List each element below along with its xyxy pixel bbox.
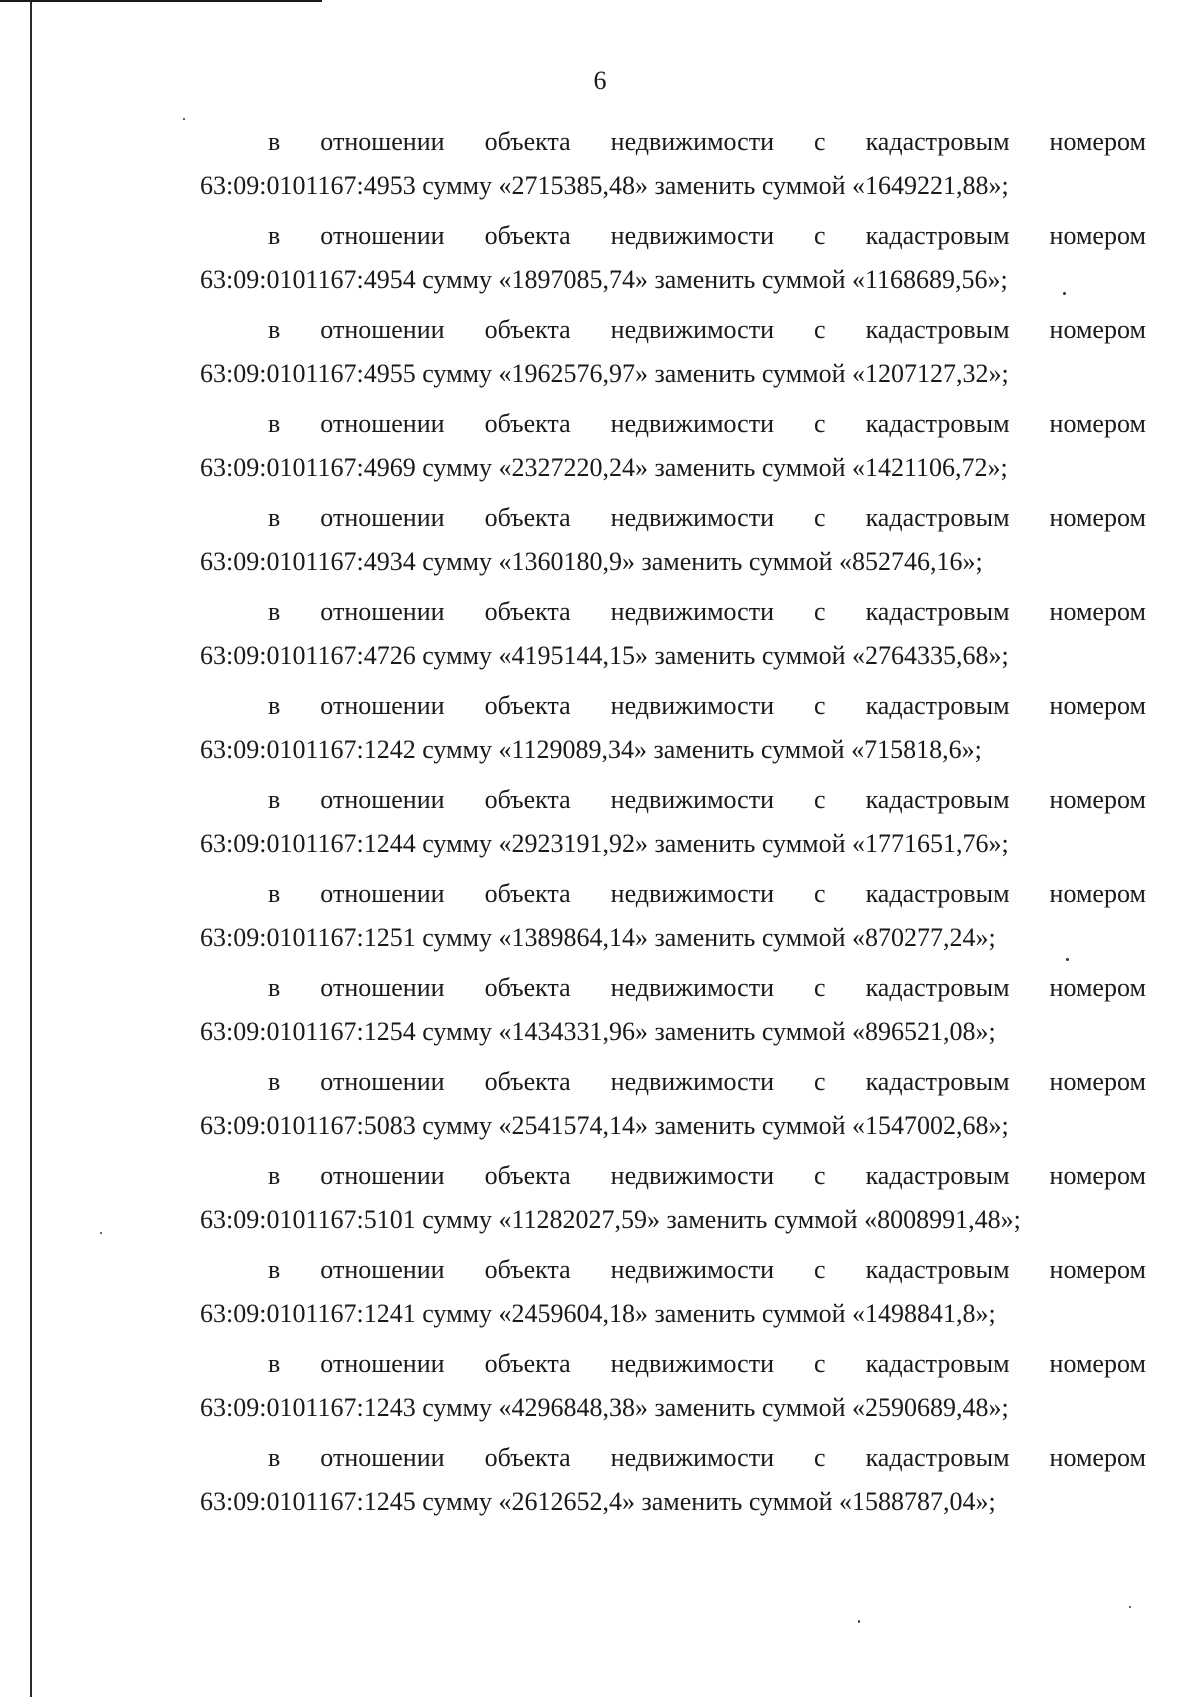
intro-word: объекта	[484, 1161, 571, 1190]
new-sum: «1771651,76»;	[852, 829, 1009, 858]
intro-word: с	[814, 1349, 826, 1378]
intro-word: в	[268, 1255, 281, 1284]
intro-word: отношении	[320, 1349, 445, 1378]
intro-word: недвижимости	[610, 315, 774, 344]
old-sum: «2541574,14»	[498, 1111, 648, 1140]
old-sum: «4195144,15»	[498, 641, 648, 670]
new-sum: «896521,08»;	[852, 1017, 996, 1046]
entry-detail-line	[200, 822, 1146, 872]
intro-word: объекта	[484, 973, 571, 1002]
entry-paragraph	[200, 684, 1146, 778]
entry-intro-line	[200, 1248, 1146, 1292]
new-sum: «1421106,72»;	[852, 453, 1008, 482]
sum-word: сумму	[422, 1487, 492, 1516]
intro-word: с	[814, 127, 826, 156]
sum-word: сумму	[422, 1299, 492, 1328]
entry-detail-line	[200, 1480, 1146, 1530]
intro-word: номером	[1049, 315, 1146, 344]
intro-word: недвижимости	[610, 1349, 774, 1378]
new-sum: «1588787,04»;	[839, 1487, 996, 1516]
intro-word: недвижимости	[610, 221, 774, 250]
entry-detail-line	[200, 1198, 1146, 1248]
intro-word: с	[814, 503, 826, 532]
old-sum: «2612652,4»	[498, 1487, 635, 1516]
intro-word: объекта	[484, 597, 571, 626]
intro-word: недвижимости	[610, 127, 774, 156]
replace-words: заменить суммой	[654, 641, 846, 670]
sum-word: сумму	[422, 735, 492, 764]
sum-word: сумму	[422, 1111, 492, 1140]
intro-word: отношении	[320, 1255, 445, 1284]
intro-word: отношении	[320, 1443, 445, 1472]
intro-word: в	[268, 1067, 281, 1096]
old-sum: «1360180,9»	[498, 547, 635, 576]
old-sum: «2327220,24»	[498, 453, 648, 482]
intro-word: кадастровым	[865, 1255, 1010, 1284]
intro-word: отношении	[320, 409, 445, 438]
intro-word: номером	[1049, 785, 1146, 814]
replace-words: заменить суммой	[654, 359, 846, 388]
cadastral-number: 63:09:0101167:1242	[200, 735, 416, 764]
page-number: 6	[593, 66, 607, 95]
intro-word: недвижимости	[610, 597, 774, 626]
new-sum: «1498841,8»;	[852, 1299, 996, 1328]
new-sum: «1207127,32»;	[852, 359, 1009, 388]
new-sum: «852746,16»;	[839, 547, 983, 576]
intro-word: объекта	[484, 1349, 571, 1378]
replace-words: заменить суммой	[641, 1487, 833, 1516]
sum-word: сумму	[422, 453, 492, 482]
intro-word: номером	[1049, 597, 1146, 626]
entry-intro-line	[200, 1060, 1146, 1104]
entry-paragraph	[200, 1154, 1146, 1248]
replace-words: заменить суммой	[654, 829, 846, 858]
sum-word: сумму	[422, 1017, 492, 1046]
new-sum: «2764335,68»;	[852, 641, 1009, 670]
old-sum: «2459604,18»	[498, 1299, 648, 1328]
cadastral-number: 63:09:0101167:4726	[200, 641, 416, 670]
intro-word: отношении	[320, 879, 445, 908]
sum-word: сумму	[422, 359, 492, 388]
intro-word: отношении	[320, 973, 445, 1002]
intro-word: номером	[1049, 691, 1146, 720]
replace-words: заменить суммой	[654, 265, 846, 294]
intro-word: в	[268, 879, 281, 908]
intro-word: с	[814, 1255, 826, 1284]
intro-word: кадастровым	[865, 785, 1010, 814]
new-sum: «1649221,88»;	[852, 171, 1009, 200]
entry-detail-line	[200, 1104, 1146, 1154]
sum-word: сумму	[422, 1205, 492, 1234]
intro-word: недвижимости	[610, 691, 774, 720]
intro-word: в	[268, 1161, 281, 1190]
old-sum: «2923191,92»	[498, 829, 648, 858]
intro-word: номером	[1049, 127, 1146, 156]
intro-word: отношении	[320, 315, 445, 344]
intro-word: номером	[1049, 879, 1146, 908]
sum-word: сумму	[422, 171, 492, 200]
intro-word: в	[268, 973, 281, 1002]
intro-word: кадастровым	[865, 691, 1010, 720]
new-sum: «1168689,56»;	[852, 265, 1008, 294]
intro-word: с	[814, 1067, 826, 1096]
intro-word: кадастровым	[865, 1349, 1010, 1378]
intro-word: отношении	[320, 221, 445, 250]
entry-detail-line	[200, 540, 1146, 590]
scan-speck	[1063, 292, 1066, 295]
old-sum: «4296848,38»	[498, 1393, 648, 1422]
replace-words: заменить суммой	[654, 923, 846, 952]
entry-paragraph	[200, 214, 1146, 308]
replace-words: заменить суммой	[654, 1299, 846, 1328]
intro-word: в	[268, 127, 281, 156]
intro-word: объекта	[484, 315, 571, 344]
intro-word: кадастровым	[865, 879, 1010, 908]
entry-detail-line	[200, 446, 1146, 496]
old-sum: «1129089,34»	[498, 735, 648, 764]
entry-intro-line	[200, 778, 1146, 822]
entry-paragraph	[200, 590, 1146, 684]
replace-words: заменить суммой	[654, 1017, 846, 1046]
entry-intro-line	[200, 1342, 1146, 1386]
scan-speck	[858, 1620, 860, 1623]
entry-paragraph	[200, 1248, 1146, 1342]
entry-intro-line	[200, 214, 1146, 258]
replace-words: заменить суммой	[666, 1205, 858, 1234]
entry-intro-line	[200, 872, 1146, 916]
intro-word: номером	[1049, 973, 1146, 1002]
sum-word: сумму	[422, 923, 492, 952]
entry-intro-line	[200, 966, 1146, 1010]
new-sum: «8008991,48»;	[864, 1205, 1021, 1234]
entry-paragraph	[200, 966, 1146, 1060]
entry-intro-line	[200, 1154, 1146, 1198]
entry-intro-line	[200, 590, 1146, 634]
old-sum: «1962576,97»	[498, 359, 648, 388]
intro-word: недвижимости	[610, 1161, 774, 1190]
intro-word: в	[268, 409, 281, 438]
replace-words: заменить суммой	[653, 735, 845, 764]
entry-paragraph	[200, 120, 1146, 214]
scan-speck	[1129, 1606, 1131, 1608]
entry-detail-line	[200, 352, 1146, 402]
intro-word: объекта	[484, 1067, 571, 1096]
intro-word: объекта	[484, 879, 571, 908]
intro-word: с	[814, 597, 826, 626]
cadastral-number: 63:09:0101167:1241	[200, 1299, 416, 1328]
replace-words: заменить суммой	[654, 1111, 846, 1140]
scan-speck	[1066, 958, 1069, 961]
intro-word: с	[814, 1161, 826, 1190]
new-sum: «870277,24»;	[852, 923, 996, 952]
intro-word: в	[268, 597, 281, 626]
intro-word: номером	[1049, 1161, 1146, 1190]
entry-detail-line	[200, 164, 1146, 214]
new-sum: «2590689,48»;	[852, 1393, 1009, 1422]
sum-word: сумму	[422, 265, 492, 294]
old-sum: «1897085,74»	[498, 265, 648, 294]
intro-word: недвижимости	[610, 1067, 774, 1096]
intro-word: отношении	[320, 597, 445, 626]
intro-word: недвижимости	[610, 879, 774, 908]
intro-word: с	[814, 409, 826, 438]
entry-intro-line	[200, 684, 1146, 728]
intro-word: кадастровым	[865, 973, 1010, 1002]
new-sum: «1547002,68»;	[852, 1111, 1009, 1140]
intro-word: объекта	[484, 691, 571, 720]
intro-word: номером	[1049, 503, 1146, 532]
cadastral-number: 63:09:0101167:4969	[200, 453, 416, 482]
cadastral-number: 63:09:0101167:4953	[200, 171, 416, 200]
intro-word: номером	[1049, 1443, 1146, 1472]
cadastral-number: 63:09:0101167:4954	[200, 265, 416, 294]
entry-detail-line	[200, 1386, 1146, 1436]
intro-word: в	[268, 1443, 281, 1472]
intro-word: в	[268, 315, 281, 344]
entry-intro-line	[200, 402, 1146, 446]
intro-word: номером	[1049, 409, 1146, 438]
entry-paragraph	[200, 1342, 1146, 1436]
intro-word: объекта	[484, 221, 571, 250]
intro-word: кадастровым	[865, 1161, 1010, 1190]
replace-words: заменить суммой	[654, 453, 846, 482]
old-sum: «1434331,96»	[498, 1017, 648, 1046]
old-sum: «2715385,48»	[498, 171, 648, 200]
cadastral-number: 63:09:0101167:1245	[200, 1487, 416, 1516]
intro-word: отношении	[320, 691, 445, 720]
intro-word: недвижимости	[610, 503, 774, 532]
scan-speck	[183, 118, 185, 120]
cadastral-number: 63:09:0101167:4934	[200, 547, 416, 576]
cadastral-number: 63:09:0101167:5101	[200, 1205, 416, 1234]
entry-intro-line	[200, 1436, 1146, 1480]
scan-edge-left	[30, 2, 32, 1697]
replace-words: заменить суммой	[654, 171, 846, 200]
intro-word: номером	[1049, 1067, 1146, 1096]
cadastral-number: 63:09:0101167:1244	[200, 829, 416, 858]
intro-word: в	[268, 221, 281, 250]
intro-word: с	[814, 879, 826, 908]
intro-word: недвижимости	[610, 409, 774, 438]
intro-word: кадастровым	[865, 1443, 1010, 1472]
entries-list	[200, 120, 1146, 1530]
entry-paragraph	[200, 308, 1146, 402]
intro-word: номером	[1049, 221, 1146, 250]
entry-detail-line	[200, 916, 1146, 966]
scan-speck	[100, 1232, 102, 1234]
intro-word: кадастровым	[865, 1067, 1010, 1096]
entry-paragraph	[200, 1436, 1146, 1530]
intro-word: кадастровым	[865, 127, 1010, 156]
intro-word: объекта	[484, 503, 571, 532]
intro-word: кадастровым	[865, 409, 1010, 438]
intro-word: с	[814, 973, 826, 1002]
intro-word: объекта	[484, 785, 571, 814]
intro-word: в	[268, 1349, 281, 1378]
intro-word: с	[814, 691, 826, 720]
intro-word: отношении	[320, 785, 445, 814]
intro-word: недвижимости	[610, 1255, 774, 1284]
intro-word: с	[814, 315, 826, 344]
entry-paragraph	[200, 872, 1146, 966]
intro-word: номером	[1049, 1349, 1146, 1378]
scan-edge-top	[0, 0, 322, 2]
cadastral-number: 63:09:0101167:1254	[200, 1017, 416, 1046]
entry-intro-line	[200, 308, 1146, 352]
intro-word: с	[814, 221, 826, 250]
intro-word: кадастровым	[865, 221, 1010, 250]
cadastral-number: 63:09:0101167:4955	[200, 359, 416, 388]
entry-detail-line	[200, 1292, 1146, 1342]
intro-word: отношении	[320, 503, 445, 532]
intro-word: отношении	[320, 1161, 445, 1190]
sum-word: сумму	[422, 641, 492, 670]
intro-word: отношении	[320, 127, 445, 156]
new-sum: «715818,6»;	[851, 735, 982, 764]
entry-paragraph	[200, 1060, 1146, 1154]
sum-word: сумму	[422, 829, 492, 858]
intro-word: кадастровым	[865, 315, 1010, 344]
intro-word: с	[814, 1443, 826, 1472]
intro-word: кадастровым	[865, 503, 1010, 532]
sum-word: сумму	[422, 1393, 492, 1422]
cadastral-number: 63:09:0101167:5083	[200, 1111, 416, 1140]
old-sum: «11282027,59»	[498, 1205, 661, 1234]
intro-word: недвижимости	[610, 1443, 774, 1472]
entry-detail-line	[200, 728, 1146, 778]
intro-word: отношении	[320, 1067, 445, 1096]
entry-detail-line	[200, 1010, 1146, 1060]
replace-words: заменить суммой	[641, 547, 833, 576]
entry-intro-line	[200, 496, 1146, 540]
intro-word: объекта	[484, 1255, 571, 1284]
intro-word: в	[268, 503, 281, 532]
old-sum: «1389864,14»	[498, 923, 648, 952]
intro-word: в	[268, 785, 281, 814]
entry-intro-line	[200, 120, 1146, 164]
entry-detail-line	[200, 634, 1146, 684]
entry-detail-line	[200, 258, 1146, 308]
intro-word: недвижимости	[610, 973, 774, 1002]
entry-paragraph	[200, 402, 1146, 496]
intro-word: кадастровым	[865, 597, 1010, 626]
intro-word: объекта	[484, 1443, 571, 1472]
entry-paragraph	[200, 778, 1146, 872]
intro-word: номером	[1049, 1255, 1146, 1284]
cadastral-number: 63:09:0101167:1251	[200, 923, 416, 952]
intro-word: объекта	[484, 409, 571, 438]
intro-word: в	[268, 691, 281, 720]
intro-word: объекта	[484, 127, 571, 156]
sum-word: сумму	[422, 547, 492, 576]
replace-words: заменить суммой	[654, 1393, 846, 1422]
cadastral-number: 63:09:0101167:1243	[200, 1393, 416, 1422]
intro-word: недвижимости	[610, 785, 774, 814]
intro-word: с	[814, 785, 826, 814]
entry-paragraph	[200, 496, 1146, 590]
